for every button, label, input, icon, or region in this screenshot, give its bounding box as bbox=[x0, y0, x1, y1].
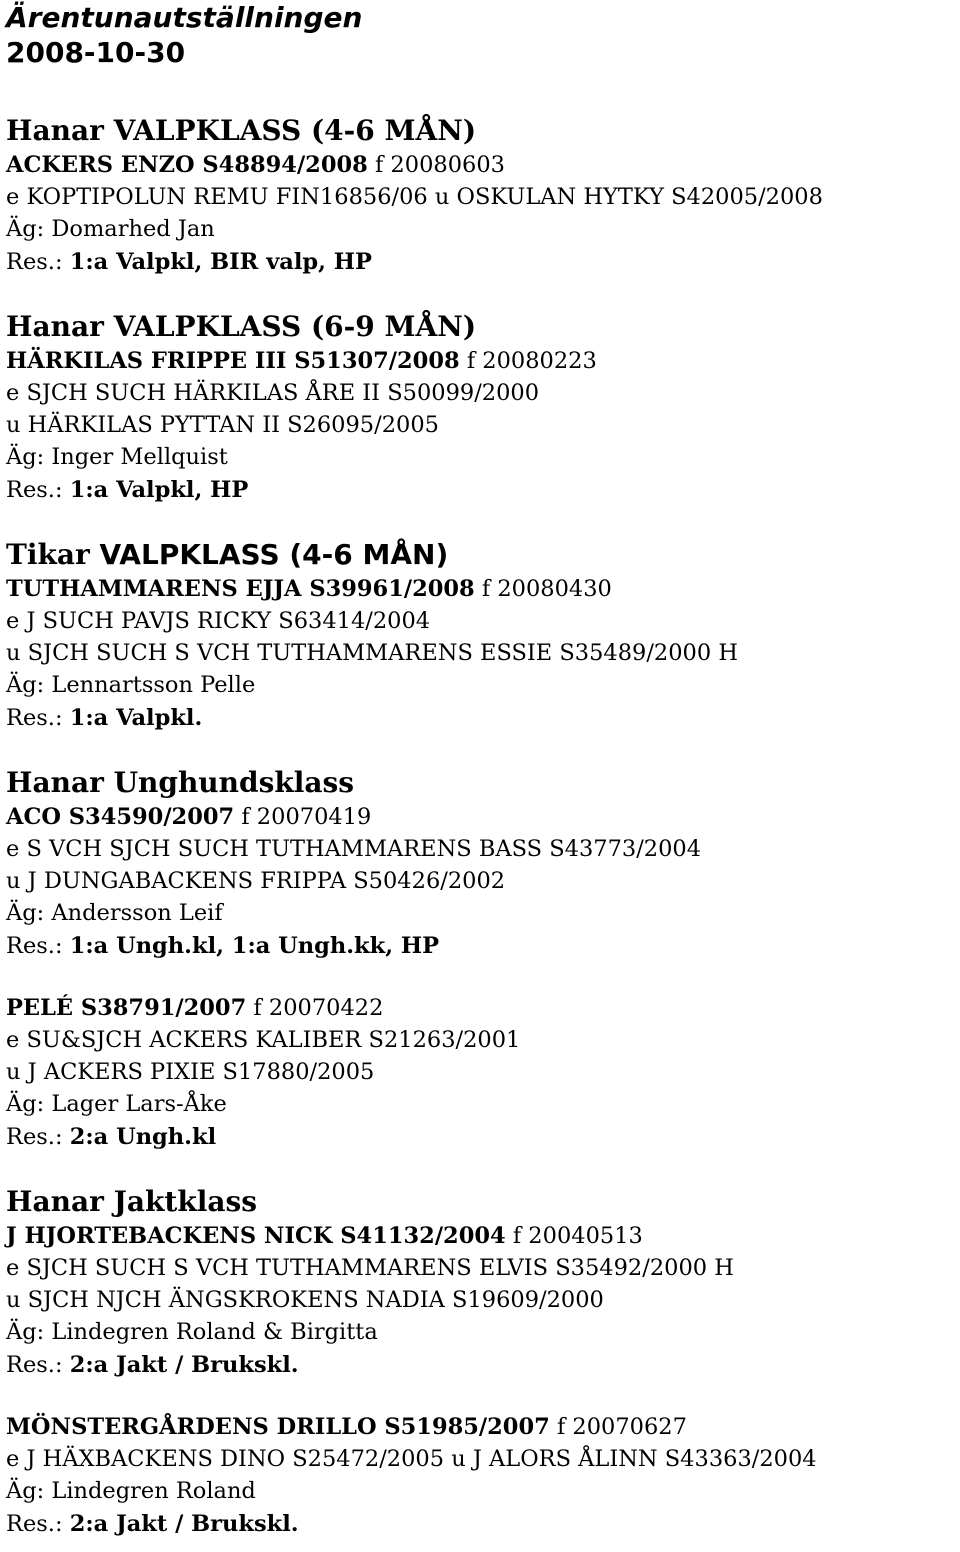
dog-entry bbox=[6, 801, 960, 962]
dog-name: ACKERS ENZO S48894/2008 bbox=[6, 152, 368, 178]
dog-mother: u HÄRKILAS PYTTAN II S26095/2005 bbox=[6, 412, 439, 439]
dog-name: MÖNSTERGÅRDENS DRILLO S51985/2007 bbox=[6, 1413, 550, 1440]
dog-name-line bbox=[6, 573, 960, 605]
dog-father: e SU&SJCH ACKERS KALIBER S21263/2001 bbox=[6, 1027, 521, 1054]
class-section bbox=[6, 113, 960, 278]
dog-name-line bbox=[6, 801, 960, 833]
dog-entry bbox=[6, 345, 960, 506]
dog-owner: Äg: Lennartsson Pelle bbox=[6, 672, 256, 699]
dog-born: f 20080603 bbox=[374, 152, 505, 178]
class-heading: Hanar VALPKLASS (4-6 MÅN) bbox=[6, 114, 477, 147]
dog-born: f 20080223 bbox=[466, 347, 597, 374]
dog-name-line bbox=[6, 992, 960, 1024]
dog-mother: u SJCH NJCH ÄNGSKROKENS NADIA S19609/2000 bbox=[6, 1287, 604, 1314]
dog-born: f 20070422 bbox=[253, 994, 384, 1021]
dog-owner: Äg: Andersson Leif bbox=[6, 900, 223, 927]
dog-father: e S VCH SJCH SUCH TUTHAMMARENS BASS S43773/2004 bbox=[6, 836, 702, 863]
result-label: Res.: bbox=[6, 248, 63, 275]
class-heading: Hanar Unghundsklass bbox=[6, 765, 355, 799]
result-label: Res.: bbox=[6, 1351, 63, 1378]
class-heading-sex: Tikar bbox=[6, 537, 90, 571]
dog-name: TUTHAMMARENS EJJA S39961/2008 bbox=[6, 575, 475, 602]
dog-mother: u J ACKERS PIXIE S17880/2005 bbox=[6, 1059, 375, 1086]
dog-father: e J SUCH PAVJS RICKY S63414/2004 bbox=[6, 608, 431, 635]
dog-result: 1:a Valpkl, HP bbox=[69, 476, 249, 503]
class-section bbox=[6, 1184, 960, 1540]
dog-entry bbox=[6, 149, 960, 278]
dog-result: 2:a Jakt / Brukskl. bbox=[69, 1510, 299, 1537]
result-label: Res.: bbox=[6, 1123, 63, 1150]
dog-result-line bbox=[6, 702, 960, 734]
dog-mother: u J DUNGABACKENS FRIPPA S50426/2002 bbox=[6, 868, 506, 895]
dog-name: PELÉ S38791/2007 bbox=[6, 994, 247, 1021]
result-label: Res.: bbox=[6, 704, 63, 731]
dog-owner: Äg: Lindegren Roland & Birgitta bbox=[6, 1319, 378, 1346]
dog-name-line bbox=[6, 345, 960, 377]
dog-result-line bbox=[6, 1508, 960, 1540]
dog-name-line bbox=[6, 149, 960, 181]
dog-owner: Äg: Lindegren Roland bbox=[6, 1478, 256, 1505]
dog-owner: Äg: Domarhed Jan bbox=[6, 216, 215, 243]
class-heading: Hanar Jaktklass bbox=[6, 1184, 258, 1218]
dog-entry bbox=[6, 1411, 960, 1540]
dog-result: 2:a Jakt / Brukskl. bbox=[69, 1351, 299, 1378]
dog-parents: e J HÄXBACKENS DINO S25472/2005 u J ALORS ÅLINN S43363/2004 bbox=[6, 1446, 817, 1473]
dog-result: 1:a Ungh.kl, 1:a Ungh.kk, HP bbox=[69, 932, 440, 959]
dog-result: 2:a Ungh.kl bbox=[69, 1123, 217, 1150]
dog-born: f 20040513 bbox=[512, 1222, 643, 1249]
dog-father: e SJCH SUCH S VCH TUTHAMMARENS ELVIS S35492/2000 H bbox=[6, 1255, 734, 1282]
dog-owner: Äg: Lager Lars-Åke bbox=[6, 1091, 227, 1118]
dog-entry bbox=[6, 992, 960, 1153]
result-label: Res.: bbox=[6, 476, 63, 503]
class-section bbox=[6, 537, 960, 734]
dog-result-line bbox=[6, 1121, 960, 1153]
dog-result-line bbox=[6, 474, 960, 506]
dog-result-line bbox=[6, 930, 960, 962]
document-title: Ärentunautställningen bbox=[6, 1, 363, 34]
class-section bbox=[6, 309, 960, 506]
dog-born: f 20070419 bbox=[241, 803, 372, 830]
result-label: Res.: bbox=[6, 1510, 63, 1537]
dog-mother: u SJCH SUCH S VCH TUTHAMMARENS ESSIE S35489/2000 H bbox=[6, 640, 738, 667]
dog-entry bbox=[6, 1220, 960, 1381]
class-section bbox=[6, 765, 960, 1153]
result-label: Res.: bbox=[6, 932, 63, 959]
dog-name: HÄRKILAS FRIPPE III S51307/2008 bbox=[6, 347, 460, 374]
dog-name: J HJORTEBACKENS NICK S41132/2004 bbox=[6, 1222, 506, 1249]
dog-result: 1:a Valpkl, BIR valp, HP bbox=[69, 248, 372, 275]
dog-name-line bbox=[6, 1220, 960, 1252]
dog-result: 1:a Valpkl. bbox=[69, 704, 203, 731]
dog-name: ACO S34590/2007 bbox=[6, 803, 235, 830]
dog-born: f 20070627 bbox=[556, 1413, 687, 1440]
dog-result-line bbox=[6, 246, 960, 278]
dog-born: f 20080430 bbox=[481, 575, 612, 602]
document-date: 2008-10-30 bbox=[6, 36, 186, 69]
dog-parents: e KOPTIPOLUN REMU FIN16856/06 u OSKULAN HYTKY S42005/2008 bbox=[6, 184, 823, 211]
dog-owner: Äg: Inger Mellquist bbox=[6, 444, 228, 471]
dog-entry bbox=[6, 573, 960, 734]
class-heading: Hanar VALPKLASS (6-9 MÅN) bbox=[6, 309, 477, 343]
class-heading bbox=[6, 537, 960, 573]
dog-name-line bbox=[6, 1411, 960, 1443]
class-heading-class: VALPKLASS (4-6 MÅN) bbox=[99, 537, 449, 571]
dog-father: e SJCH SUCH HÄRKILAS ÅRE II S50099/2000 bbox=[6, 380, 540, 407]
dog-result-line bbox=[6, 1349, 960, 1381]
